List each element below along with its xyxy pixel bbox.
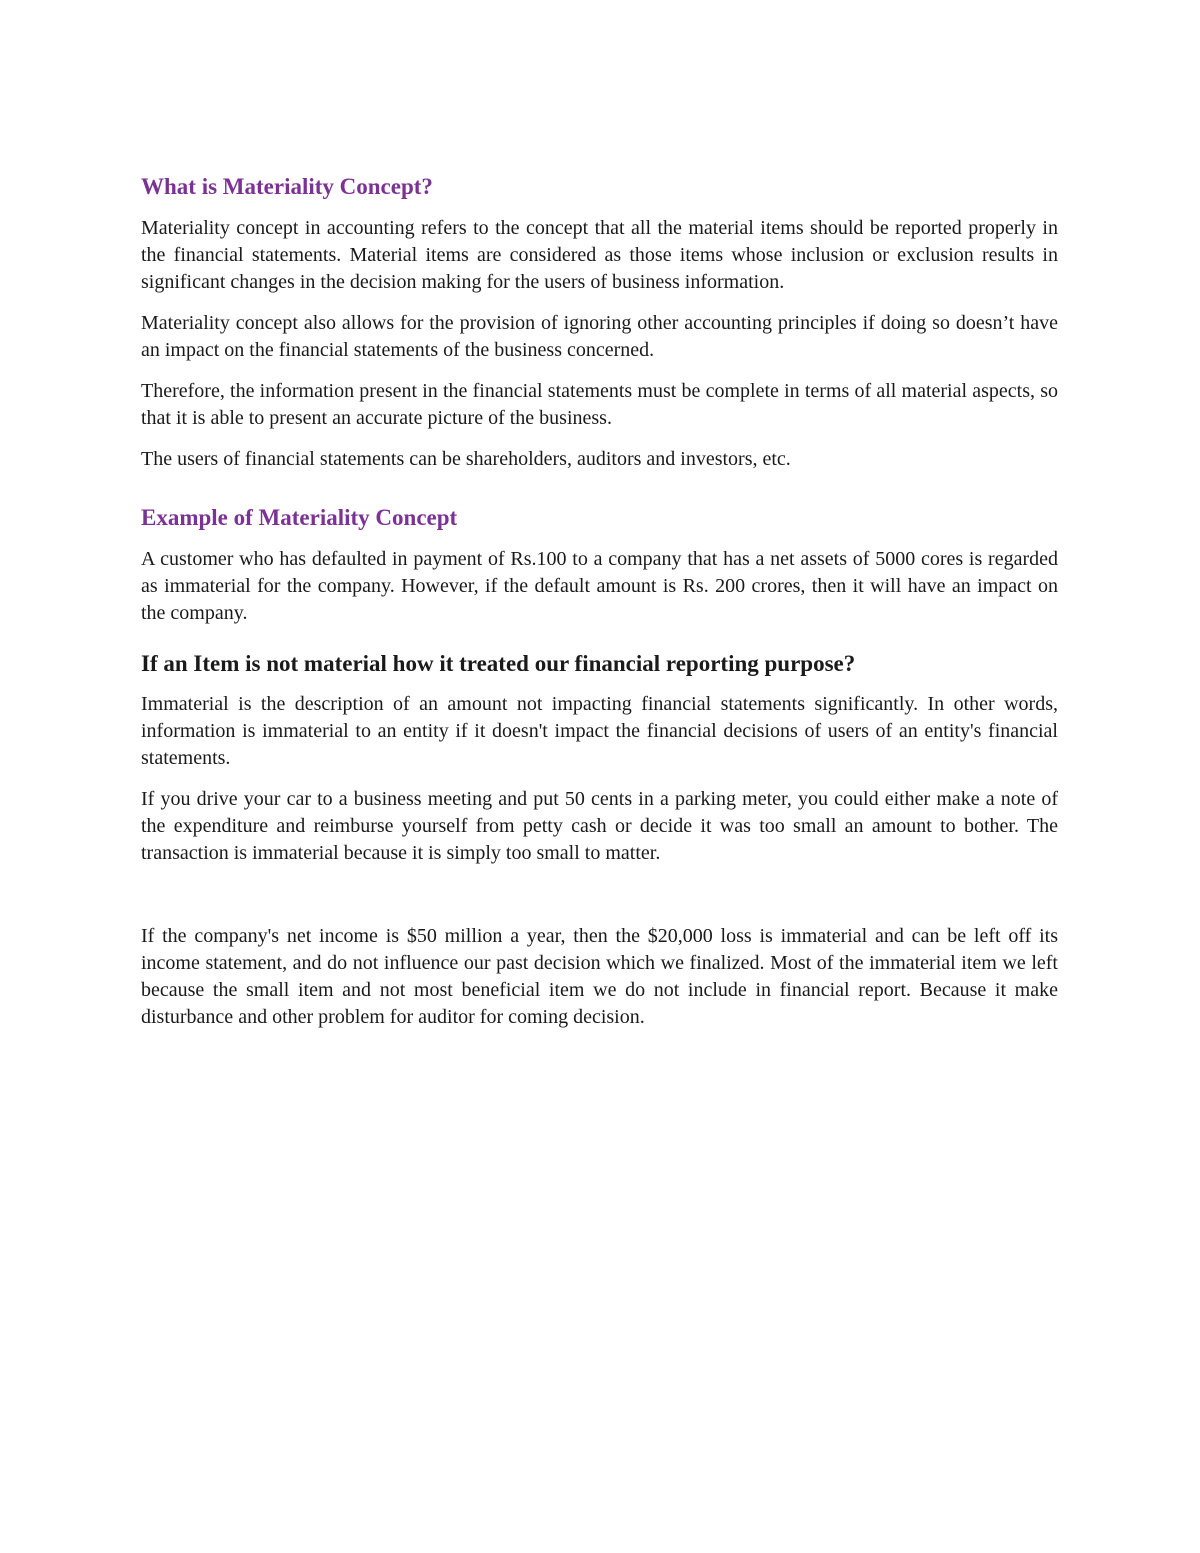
paragraph-net-income-example: If the company's net income is $50 million a year, then the $20,000 loss is immaterial and can be left off its income statement, and do not influence our past decision which we finalized. Most of the immaterial item we left because the small item and not most beneficial item we do not include in financial report. Because it make disturbance and other problem for auditor for coming decision.	[141, 925, 1058, 1028]
paragraph-definition: Materiality concept in accounting refers to the concept that all the material items should be reported properly in the financial statements. Material items are considered as those items whose inclusion or exclusion results in significant changes in the decision making for the users of business information.	[141, 217, 1058, 293]
section-heading-materiality-concept: What is Materiality Concept?	[141, 174, 433, 199]
section-heading-example: Example of Materiality Concept	[141, 505, 458, 530]
paragraph-completeness: Therefore, the information present in the financial statements must be complete in terms of all material aspects, so that it is able to present an accurate picture of the business.	[141, 380, 1058, 429]
document-page	[141, 172, 1058, 1045]
paragraph-example: A customer who has defaulted in payment of Rs.100 to a company that has a net assets of 5000 cores is regarded as immaterial for the company. However, if the default amount is Rs. 200 crores, then it will have an impact on the company.	[141, 548, 1058, 624]
paragraph-users: The users of financial statements can be shareholders, auditors and investors, etc.	[141, 448, 791, 470]
paragraph-provision: Materiality concept also allows for the provision of ignoring other accounting principles if doing so doesn’t have an impact on the financial statements of the business concerned.	[141, 312, 1058, 361]
section-heading-immaterial-treatment: If an Item is not material how it treated our financial reporting purpose?	[141, 651, 856, 676]
paragraph-parking-example: If you drive your car to a business meeting and put 50 cents in a parking meter, you could either make a note of the expenditure and reimburse yourself from petty cash or decide it was too small an amount to bother. The transaction is immaterial because it is simply too small to matter.	[141, 788, 1058, 864]
paragraph-immaterial-definition: Immaterial is the description of an amount not impacting financial statements significantly. In other words, information is immaterial to an entity if it doesn't impact the financial decisions of users of an entity's financial statements.	[141, 693, 1058, 769]
